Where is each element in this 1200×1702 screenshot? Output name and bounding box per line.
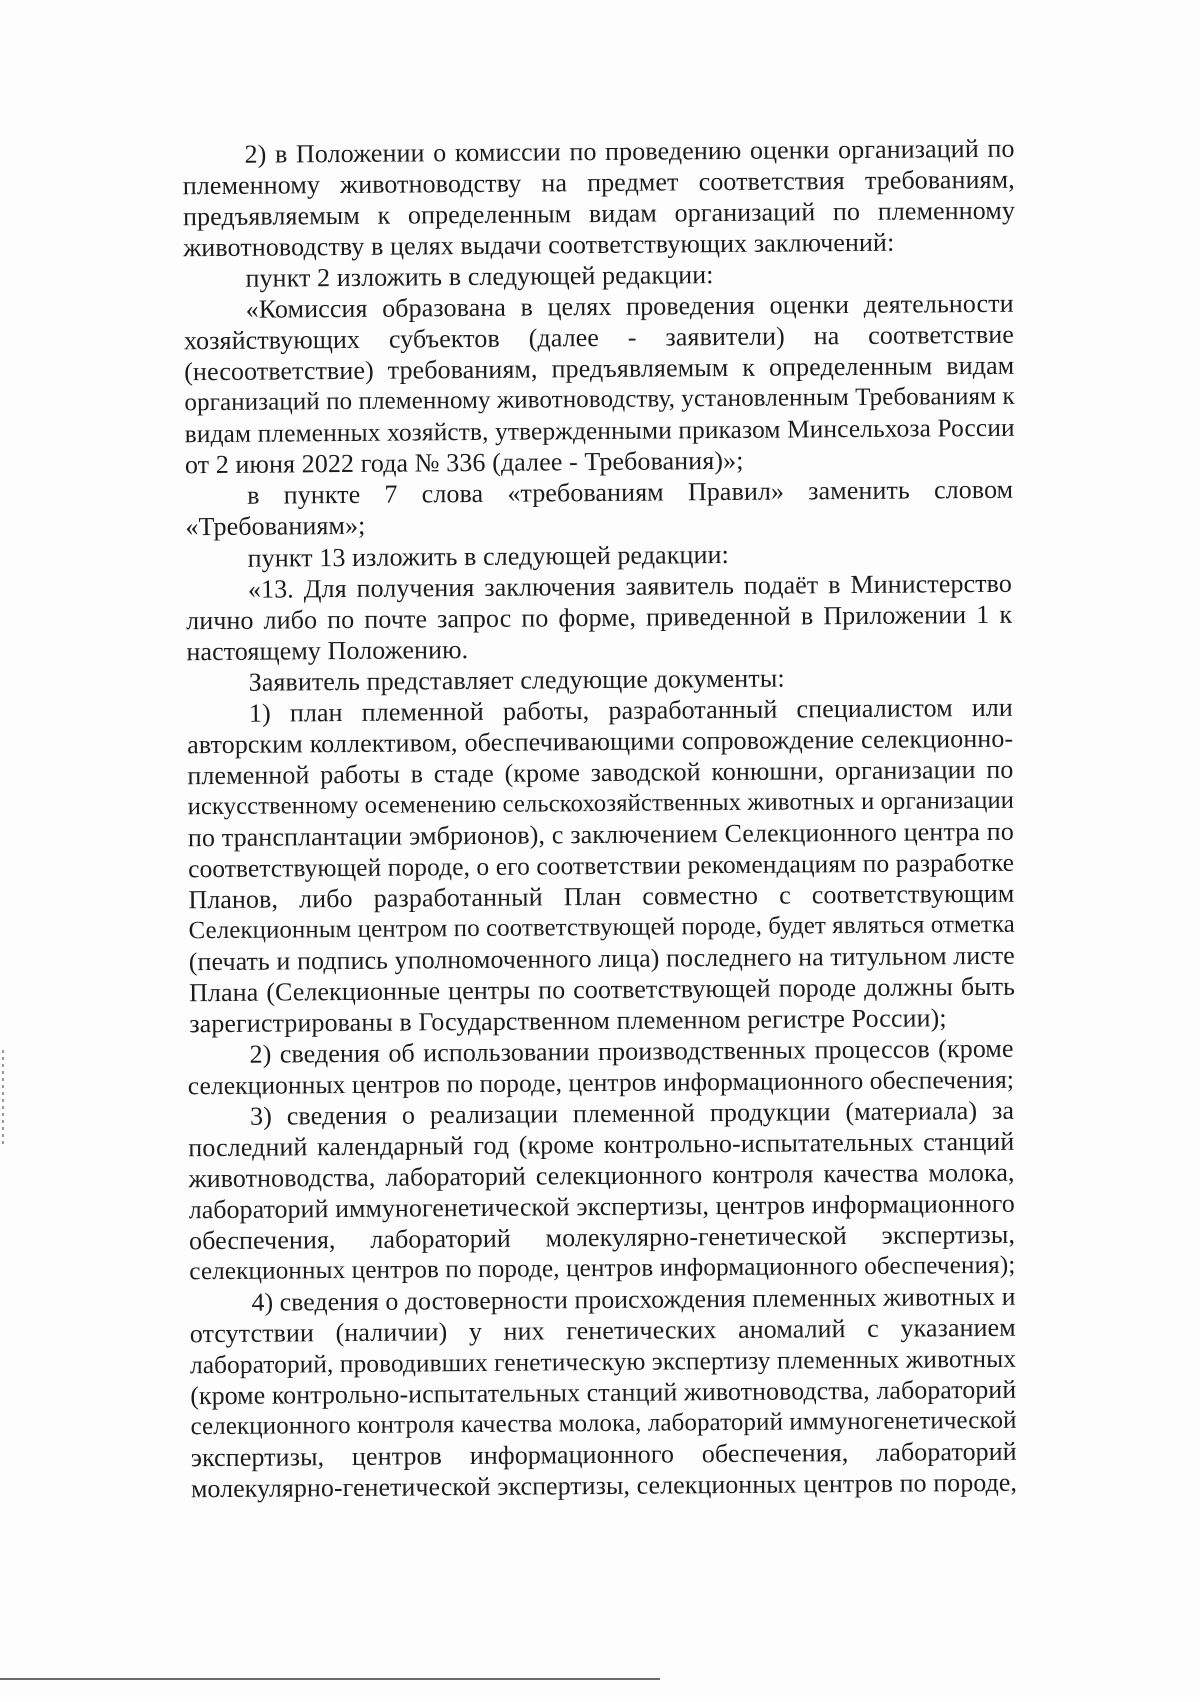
text-line: предъявляемым к определенным видам организаций по племенному — [182, 195, 1016, 232]
text-line: селекционного контроля качества молока, лабораторий иммуногенетической — [190, 1406, 1017, 1441]
text-line: племенному животноводству на предмет соответствия требованиям, — [182, 164, 1015, 201]
text-line: в пункте 7 слова «требованиям Правил» заменить словом — [247, 474, 1014, 510]
text-line: «Требованиям»; — [185, 510, 366, 542]
text-line: (кроме контрольно-испытательных станций животноводства, лабораторий — [190, 1374, 1017, 1411]
text-line: 1) план племенной работы, разработанный специалистом или — [248, 692, 1014, 728]
text-line: хозяйствующих субъектов (далее - заявители) на соответствие — [183, 319, 1015, 356]
text-line: Планов, либо разработанный План совместно с соответствующим — [188, 878, 1015, 915]
text-line: Селекционным центром по соответствующей породе, будет являться отметка — [188, 910, 1015, 945]
text-line: от 2 июня 2022 года № 336 (далее - Требования)»; — [184, 445, 744, 480]
text-line: селекционных центров по породе, центров информационного обеспечения; — [187, 1064, 1015, 1101]
text-line: отсутствии (наличии) у них генетических аномалий с указанием — [189, 1312, 1016, 1349]
text-line: Плана (Селекционные центры по соответствующей породе должны быть — [188, 971, 1016, 1008]
text-line: лично либо по почте запрос по форме, приведенной в Приложении 1 к — [186, 599, 1013, 636]
text-line: пункт 2 изложить в следующей редакции: — [245, 260, 714, 293]
text-line: (несоответствие) требованиям, предъявляемым к определенным видам — [184, 350, 1015, 387]
text-line: пункт 13 изложить в следующей редакции: — [247, 539, 729, 573]
text-line: организаций по племенному животноводству, установленным Требованиям к — [184, 382, 1015, 417]
text-line: животноводства, лабораторий селекционного контроля качества молока, — [188, 1157, 1015, 1194]
text-line: авторским коллективом, обеспечивающими сопровождение селекционно- — [187, 723, 1014, 760]
text-line: 4) сведения о достоверности происхождения племенных животных и — [251, 1281, 1016, 1317]
text-line: 2) сведения об использовании производственных процессов (кроме — [249, 1033, 1014, 1069]
text-line: по трансплантации эмбрионов), с заключением Селекционного центра по — [187, 816, 1014, 853]
text-line: настоящему Положению. — [186, 635, 469, 667]
text-line: зарегистрированы в Государственном племенном регистре России); — [189, 1003, 947, 1039]
text-line: селекционных центров по породе, центров информационного обеспечения); — [189, 1251, 1016, 1286]
text-line: обеспечения, лабораторий молекулярно-генетической экспертизы, — [188, 1219, 1016, 1256]
text-line: экспертизы, центров информационного обеспечения, лабораторий — [190, 1436, 1017, 1473]
text-line: искусственному осеменению сельскохозяйственных животных и организации — [187, 786, 1015, 821]
text-line: животноводству в целях выдачи соответствующих заключений: — [183, 227, 895, 263]
text-line: племенной работы в стаде (кроме заводской конюшни, организации по — [187, 754, 1014, 791]
text-line: «13. Для получения заключения заявитель подаёт в Министерство — [247, 568, 1013, 604]
text-line: последний календарный год (кроме контрольно-испытательных станций — [188, 1126, 1015, 1163]
scan-edge-line — [0, 1678, 660, 1680]
text-line: «Комиссия образована в целях проведения оценки деятельности — [245, 288, 1014, 324]
text-line: (печать и подпись уполномоченного лица) последнего на титульном листе — [188, 940, 1015, 977]
text-line: молекулярно-генетической экспертизы, селекционных центров по породе, — [190, 1467, 1018, 1504]
text-line: лабораторий иммуногенетической экспертизы, центров информационного — [188, 1188, 1015, 1225]
text-line: видам племенных хозяйств, утвержденными приказом Минсельхоза России — [184, 412, 1015, 449]
text-line: лабораторий, проводивших генетическую экспертизу племенных животных — [189, 1344, 1017, 1380]
text-line: Заявитель представляет следующие документы: — [248, 663, 785, 697]
text-line: 3) сведения о реализации племенной продукции (материала) за — [249, 1095, 1015, 1131]
text-line: 2) в Положении о комиссии по проведению оценки организаций по — [244, 133, 1015, 169]
text-line: соответствующей породе, о его соответствии рекомендациям по разработке — [188, 848, 1015, 884]
